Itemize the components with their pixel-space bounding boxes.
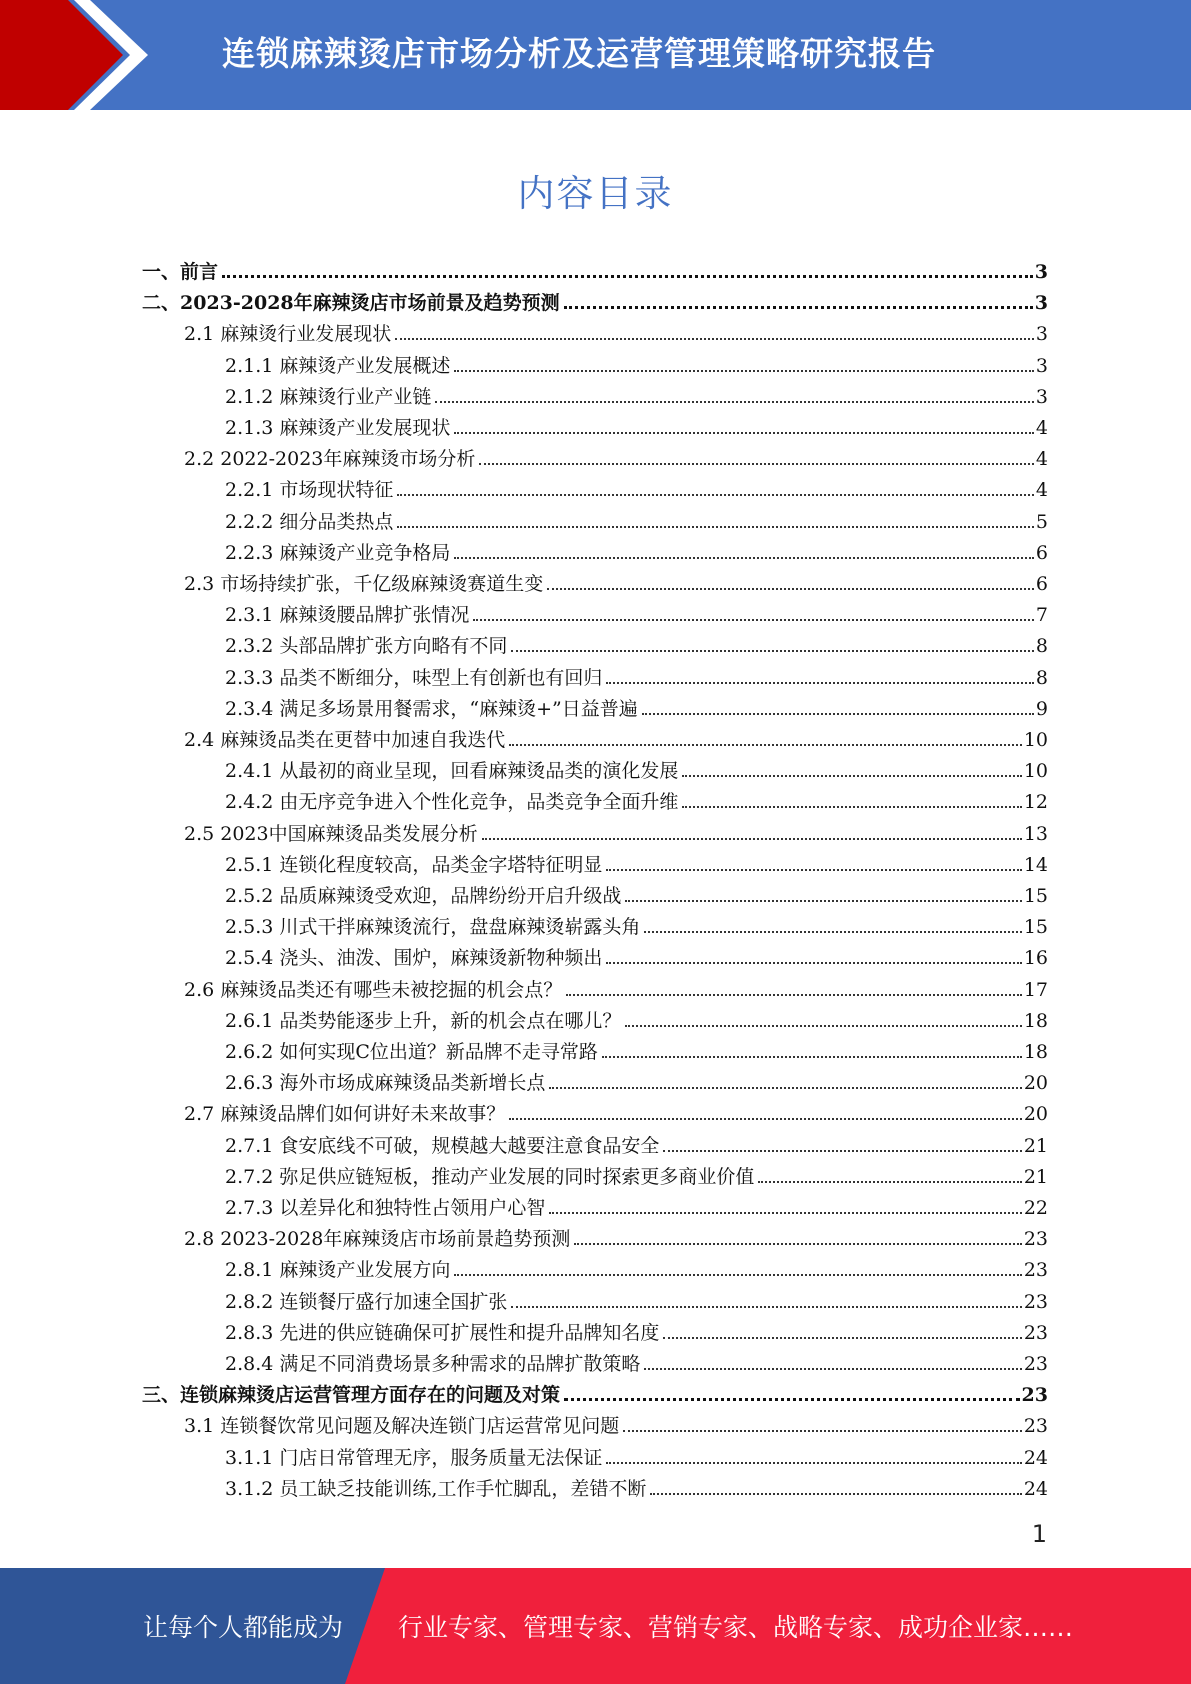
toc-entry-label: 3.1.1 门店日常管理无序，服务质量无法保证 (225, 1446, 603, 1469)
toc-dot-leader (435, 399, 1034, 403)
toc-entry-label: 2.5.2 品质麻辣烫受欢迎，品牌纷纷开启升级战 (225, 885, 622, 907)
toc-entry-label: 2.1.2 麻辣烫行业产业链 (225, 385, 432, 408)
toc-entry-page: 4 (1035, 417, 1048, 439)
toc-entry-label: 三、连锁麻辣烫店运营管理方面存在的问题及对策 (142, 1384, 561, 1407)
toc-entry-label: 2.6.2 如何实现C位出道？新品牌不走寻常路 (225, 1041, 598, 1063)
toc-entry[interactable] (142, 284, 1048, 315)
toc-entry[interactable] (225, 503, 1048, 534)
toc-entry[interactable] (225, 1033, 1048, 1064)
footer-slogan-right: 行业专家、管理专家、营销专家、战略专家、成功企业家…… (398, 1613, 1074, 1642)
toc-entry-page: 21 (1023, 1134, 1048, 1157)
toc-entry-label: 2.3.3 品类不断细分，味型上有创新也有回归 (225, 666, 603, 689)
toc-entry[interactable] (184, 1407, 1048, 1438)
toc-entry-page: 23 (1023, 1353, 1048, 1375)
toc-entry-page: 22 (1023, 1197, 1048, 1219)
toc-entry-label: 2.5.3 川式干拌麻辣烫流行，盘盘麻辣烫崭露头角 (225, 916, 641, 939)
toc-entry-label: 2.2 2022-2023年麻辣烫市场分析 (184, 448, 476, 471)
toc-entry-label: 2.1.1 麻辣烫产业发展概述 (225, 354, 451, 377)
toc-entry-label: 2.6.1 品类势能逐步上升，新的机会点在哪儿？ (225, 1009, 622, 1032)
toc-dot-leader (454, 1272, 1021, 1276)
toc-entry[interactable] (225, 627, 1048, 658)
toc-entry[interactable] (142, 253, 1048, 284)
toc-entry-label: 2.3.1 麻辣烫腰品牌扩张情况 (225, 604, 470, 627)
toc-entry[interactable] (225, 846, 1048, 877)
toc-dot-leader (644, 929, 1021, 933)
toc-entry-page: 10 (1023, 729, 1048, 751)
toc-entry[interactable] (225, 1002, 1048, 1033)
toc-entry-page: 15 (1023, 885, 1048, 907)
toc-entry[interactable] (225, 1127, 1048, 1158)
toc-dot-leader (625, 898, 1021, 902)
toc-entry-page: 24 (1023, 1477, 1048, 1500)
toc-dot-leader (682, 804, 1021, 808)
report-title: 连锁麻辣烫店市场分析及运营管理策略研究报告 (222, 34, 936, 73)
toc-entry-label: 2.8.1 麻辣烫产业发展方向 (225, 1259, 451, 1282)
toc-entry[interactable] (225, 877, 1048, 908)
toc-entry[interactable] (184, 1220, 1048, 1251)
toc-entry-label: 2.5 2023中国麻辣烫品类发展分析 (184, 822, 478, 845)
toc-entry-label: 2.2.1 市场现状特征 (225, 479, 394, 502)
toc-entry-page: 8 (1035, 666, 1048, 689)
toc-dot-leader (625, 1023, 1021, 1027)
toc-entry[interactable] (225, 534, 1048, 565)
toc-entry[interactable] (184, 815, 1048, 846)
toc-dot-leader (606, 680, 1034, 684)
footer-slogan-left: 让每个人都能成为 (143, 1613, 344, 1642)
toc-entry-label: 2.8.2 连锁餐厅盛行加速全国扩张 (225, 1290, 508, 1313)
toc-dot-leader (606, 960, 1021, 964)
toc-dot-leader (509, 742, 1022, 746)
toc-entry-page: 20 (1023, 1072, 1048, 1095)
toc-dot-leader (574, 1241, 1021, 1245)
toc-entry[interactable] (225, 378, 1048, 409)
toc-entry[interactable] (225, 1189, 1048, 1220)
toc-entry-page: 23 (1023, 1415, 1048, 1438)
toc-heading: 内容目录 (517, 172, 674, 215)
toc-entry-label: 2.1.3 麻辣烫产业发展现状 (225, 417, 451, 439)
toc-entry-page: 23 (1021, 1384, 1048, 1407)
toc-dot-leader (482, 836, 1022, 840)
toc-dot-leader (547, 586, 1034, 590)
toc-entry[interactable] (225, 1470, 1048, 1501)
toc-entry-page: 3 (1034, 292, 1048, 315)
toc-entry-page: 5 (1035, 510, 1048, 533)
toc-entry-label: 2.7.1 食安底线不可破，规模越大越要注意食品安全 (225, 1134, 660, 1157)
toc-entry-page: 18 (1023, 1009, 1048, 1032)
toc-entry-label: 2.8.4 满足不同消费场景多种需求的品牌扩散策略 (225, 1353, 641, 1375)
toc-dot-leader (663, 1335, 1021, 1339)
toc-entry[interactable] (225, 1251, 1048, 1282)
toc-entry[interactable] (225, 596, 1048, 627)
header-band (0, 0, 1191, 110)
toc-entry-page: 23 (1023, 1290, 1048, 1313)
toc-entry[interactable] (225, 752, 1048, 783)
toc-entry-page: 15 (1023, 916, 1048, 939)
toc-entry-label: 3.1.2 员工缺乏技能训练,工作手忙脚乱，差错不断 (225, 1477, 647, 1500)
toc-entry[interactable] (225, 1064, 1048, 1095)
toc-entry-page: 18 (1023, 1041, 1048, 1063)
toc-entry-page: 17 (1023, 978, 1048, 1001)
toc-entry-page: 13 (1023, 822, 1048, 845)
toc-dot-leader (564, 304, 1033, 309)
toc-entry-label: 2.7.3 以差异化和独特性占领用户心智 (225, 1197, 546, 1219)
toc-dot-leader (682, 773, 1021, 777)
toc-entry-page: 3 (1035, 323, 1048, 346)
toc-entry-page: 16 (1023, 947, 1048, 970)
toc-dot-leader (758, 1179, 1021, 1183)
toc-entry-label: 2.5.1 连锁化程度较高，品类金字塔特征明显 (225, 853, 603, 876)
toc-entry-label: 2.1 麻辣烫行业发展现状 (184, 323, 392, 346)
toc-entry-page: 24 (1023, 1446, 1048, 1469)
toc-dot-leader (606, 1460, 1021, 1464)
toc-entry[interactable] (225, 1158, 1048, 1189)
toc-dot-leader (650, 1491, 1021, 1495)
toc-dot-leader (549, 1085, 1021, 1089)
toc-entry-label: 2.2.3 麻辣烫产业竞争格局 (225, 541, 451, 564)
toc-dot-leader (511, 1304, 1021, 1308)
toc-entry-page: 3 (1035, 385, 1048, 408)
page-number: 1 (1031, 1520, 1047, 1548)
toc-entry-page: 20 (1023, 1103, 1048, 1126)
toc-dot-leader (602, 1054, 1022, 1058)
toc-dot-leader (642, 711, 1034, 715)
toc-entry-label: 2.6.3 海外市场成麻辣烫品类新增长点 (225, 1072, 546, 1095)
toc-entry-page: 3 (1034, 261, 1048, 283)
toc-dot-leader (222, 273, 1033, 278)
toc-entry[interactable] (184, 565, 1048, 596)
toc-dot-leader (479, 461, 1034, 465)
toc-entry-label: 2.8 2023-2028年麻辣烫店市场前景趋势预测 (184, 1228, 571, 1251)
toc-entry[interactable] (184, 971, 1048, 1002)
toc-entry[interactable] (225, 659, 1048, 690)
toc-entry-page: 10 (1023, 760, 1048, 783)
toc-entry[interactable] (225, 783, 1048, 814)
toc-entry-label: 2.3.2 头部品牌扩张方向略有不同 (225, 635, 508, 658)
toc-dot-leader (511, 648, 1034, 652)
toc-dot-leader (509, 1116, 1022, 1120)
toc-dot-leader (473, 617, 1034, 621)
toc-entry[interactable] (225, 347, 1048, 378)
toc-entry-page: 6 (1035, 573, 1048, 595)
toc-entry-label: 2.4 麻辣烫品类在更替中加速自我迭代 (184, 729, 506, 751)
toc-entry-page: 7 (1035, 604, 1048, 627)
toc-entry-page: 12 (1023, 791, 1048, 814)
toc-entry[interactable] (184, 1095, 1048, 1126)
toc-dot-leader (454, 555, 1034, 559)
toc-dot-leader (397, 524, 1034, 528)
header-arrow-decoration (0, 0, 160, 110)
toc-entry-label: 2.3.4 满足多场景用餐需求，“麻辣烫+”日益普遍 (225, 697, 638, 720)
toc-entry[interactable] (225, 1314, 1048, 1345)
toc-entry-page: 8 (1035, 635, 1048, 658)
toc-entry-page: 4 (1035, 448, 1048, 471)
toc-dot-leader (395, 336, 1034, 340)
toc-entry[interactable] (225, 908, 1048, 939)
toc-entry-page: 21 (1023, 1165, 1048, 1188)
footer-band (0, 1568, 1191, 1684)
toc-dot-leader (397, 492, 1034, 496)
toc-entry[interactable] (225, 939, 1048, 970)
toc-entry-page: 23 (1023, 1259, 1048, 1282)
toc-entry-page: 3 (1035, 354, 1048, 377)
toc-entry-label: 二、2023-2028年麻辣烫店市场前景及趋势预测 (142, 292, 560, 315)
toc-entry[interactable] (225, 1439, 1048, 1470)
toc-dot-leader (644, 1366, 1021, 1370)
toc-entry-label: 3.1 连锁餐饮常见问题及解决连锁门店运营常见问题 (184, 1415, 620, 1438)
toc-entry[interactable] (225, 690, 1048, 721)
toc-entry-label: 2.7 麻辣烫品牌们如何讲好未来故事？ (184, 1103, 506, 1126)
toc-entry[interactable] (225, 471, 1048, 502)
toc-entry[interactable] (184, 440, 1048, 471)
toc-entry-label: 2.5.4 浇头、油泼、围炉，麻辣烫新物种频出 (225, 947, 603, 970)
toc-dot-leader (623, 1428, 1022, 1432)
toc-dot-leader (454, 430, 1034, 434)
toc-entry-label: 2.2.2 细分品类热点 (225, 510, 394, 533)
toc-entry-label: 一、前言 (142, 261, 219, 283)
toc-entry[interactable] (225, 409, 1048, 440)
toc-entry-label: 2.8.3 先进的供应链确保可扩展性和提升品牌知名度 (225, 1321, 660, 1344)
toc-entry[interactable] (184, 721, 1048, 752)
toc-entry-page: 23 (1023, 1321, 1048, 1344)
toc-dot-leader (606, 867, 1021, 871)
toc-dot-leader (566, 992, 1022, 996)
toc-dot-leader (564, 1396, 1020, 1401)
toc-entry-label: 2.3 市场持续扩张，千亿级麻辣烫赛道生变 (184, 573, 544, 595)
toc-entry[interactable] (225, 1345, 1048, 1376)
toc-entry-page: 14 (1023, 853, 1048, 876)
toc-entry-label: 2.7.2 弥足供应链短板，推动产业发展的同时探索更多商业价值 (225, 1165, 755, 1188)
toc-entry-page: 6 (1035, 541, 1048, 564)
toc-dot-leader (663, 1148, 1021, 1152)
toc-dot-leader (549, 1210, 1021, 1214)
toc-entry-label: 2.4.1 从最初的商业呈现，回看麻辣烫品类的演化发展 (225, 760, 679, 783)
toc-entry[interactable] (225, 1283, 1048, 1314)
toc-entry-page: 4 (1035, 479, 1048, 502)
toc-entry-label: 2.6 麻辣烫品类还有哪些未被挖掘的机会点？ (184, 978, 563, 1001)
toc-entry[interactable] (142, 1376, 1048, 1407)
toc-entry-page: 23 (1023, 1228, 1048, 1251)
toc-entry-page: 9 (1035, 697, 1048, 720)
toc-entry-label: 2.4.2 由无序竞争进入个性化竞争，品类竞争全面升维 (225, 791, 679, 814)
toc-dot-leader (454, 368, 1034, 372)
toc-entry[interactable] (184, 315, 1048, 346)
